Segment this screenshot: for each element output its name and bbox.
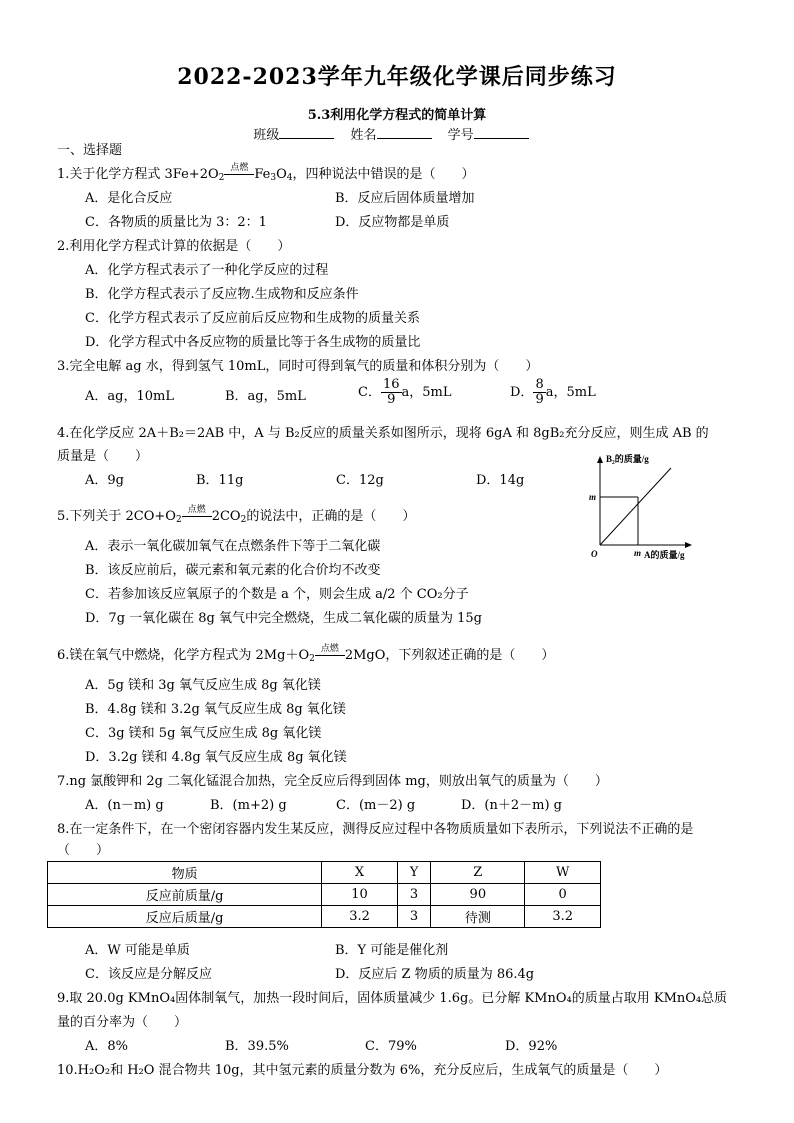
- q6-stem: [57, 644, 555, 668]
- q4-option-c[interactable]: C．12g: [336, 473, 384, 488]
- table-header: Y: [397, 862, 430, 884]
- q5-option-b[interactable]: B．该反应前后，碳元素和氧元素的化合价均不改变: [85, 563, 381, 578]
- class-label: 班级: [253, 128, 280, 143]
- table-cell: 3: [397, 906, 430, 928]
- q6-text-b: 2MgO，下列叙述正确的是（ ）: [344, 648, 555, 663]
- q8-stem-line2: （ ）: [57, 843, 110, 858]
- q1-option-d[interactable]: D．反应物都是单质: [335, 215, 450, 230]
- lesson-subtitle: 5.3利用化学方程式的简单计算: [307, 108, 487, 123]
- q1-text-a: 1.关于化学方程式 3Fe+2O: [57, 167, 219, 182]
- proportion-line: [600, 468, 671, 545]
- q6-sub-1: 2: [309, 654, 315, 664]
- table-cell: 反应前质量/g: [48, 884, 322, 906]
- q6-option-c[interactable]: C．3g 镁和 5g 氧气反应生成 8g 氧化镁: [85, 726, 322, 741]
- section-heading: 一、选择题: [57, 143, 123, 158]
- q1-text-c: O: [276, 167, 287, 182]
- table-header: 物质: [48, 862, 322, 884]
- q2-option-d[interactable]: D．化学方程式中各反应物的质量比等于各生成物的质量比: [85, 335, 421, 350]
- q6-text-a: 6.镁在氧气中燃烧，化学方程式为 2Mg＋O: [57, 648, 310, 663]
- q9-option-b[interactable]: B．39.5%: [225, 1039, 289, 1054]
- q9-stem-line2: 量的百分率为（ ）: [57, 1015, 188, 1030]
- q9-option-a[interactable]: A．8%: [85, 1039, 129, 1054]
- q5-option-d[interactable]: D．7g 一氧化碳在 8g 氧气中完全燃烧，生成二氧化碳的质量为 15g: [85, 611, 483, 626]
- q1-text-b: Fe: [254, 167, 271, 182]
- q3-stem: 3.完全电解 ag 水，得到氢气 10mL，同时可得到氧气的质量和体积分别为（ ）: [57, 359, 539, 374]
- table-cell: 10: [322, 884, 398, 906]
- q7-stem: 7.ng 氯酸钾和 2g 二氧化锰混合加热，完全反应后得到固体 mg，则放出氧气的质量为（ ）: [57, 774, 608, 789]
- table-cell: 反应后质量/g: [48, 906, 322, 928]
- id-label: 学号: [447, 128, 474, 143]
- q4-stem-line1: 4.在化学反应 2A＋B₂＝2AB 中，A 与 B₂反应的质量关系如图所示，现将 6gA 和 8gB₂充分反应，则生成 AB 的: [57, 426, 709, 441]
- q5-text-c: 的说法中，正确的是（ ）: [246, 509, 416, 524]
- q3-d-rest: a，5mL: [545, 385, 596, 400]
- ignite-label: 点燃: [320, 644, 339, 654]
- y-axis-arrow: [597, 456, 603, 463]
- q7-option-c[interactable]: C．(m－2) g: [336, 798, 416, 813]
- ignite-condition: [182, 505, 212, 520]
- table-row: [48, 906, 601, 928]
- q2-option-c[interactable]: C．化学方程式表示了反应前后反应物和生成物的质量关系: [85, 311, 420, 326]
- q3-c-rest: a，5mL: [401, 385, 452, 400]
- table-cell: 3.2: [525, 906, 601, 928]
- class-blank[interactable]: [279, 126, 334, 139]
- table-row: [48, 884, 601, 906]
- q2-option-a[interactable]: A．化学方程式表示了一种化学反应的过程: [85, 263, 329, 278]
- graph-x-label: A的质量/g: [644, 550, 685, 560]
- graph-y-tick: m: [589, 492, 597, 502]
- ignite-label: 点燃: [230, 163, 249, 173]
- q2-stem: 2.利用化学方程式计算的依据是（ ）: [57, 239, 291, 254]
- q4-option-a[interactable]: A．9g: [85, 473, 124, 488]
- q9-option-c[interactable]: C．79%: [365, 1039, 417, 1054]
- graph-x-tick: m: [634, 548, 642, 558]
- mass-table: [47, 861, 601, 928]
- q8-option-c[interactable]: C．该反应是分解反应: [85, 967, 212, 982]
- q3-d-fraction: [533, 378, 545, 407]
- q9-option-d[interactable]: D．92%: [505, 1039, 558, 1054]
- q1-text-d: ，四种说法中错误的是（ ）: [292, 167, 475, 182]
- table-cell: 3: [397, 884, 430, 906]
- q1-option-c[interactable]: C．各物质的质量比为 3：2：1: [85, 215, 267, 230]
- table-header: X: [322, 862, 398, 884]
- q3-d-numerator: 8: [535, 377, 544, 392]
- q5-sub-2: 2: [240, 515, 247, 525]
- table-cell: 3.2: [322, 906, 398, 928]
- q1-option-a[interactable]: A．是化合反应: [85, 191, 173, 206]
- q6-option-b[interactable]: B．4.8g 镁和 3.2g 氧气反应生成 8g 氧化镁: [85, 702, 346, 717]
- x-axis-arrow: [685, 542, 692, 548]
- table-header: W: [525, 862, 601, 884]
- q5-option-c[interactable]: C．若参加该反应氧原子的个数是 a 个，则会生成 a/2 个 CO₂分子: [85, 587, 469, 602]
- q6-option-a[interactable]: A．5g 镁和 3g 氧气反应生成 8g 氧化镁: [85, 678, 321, 693]
- table-cell: 0: [525, 884, 601, 906]
- q8-stem-line1: 8.在一定条件下，在一个密闭容器内发生某反应，测得反应过程中各物质质量如下表所示，下列说法不正确的是: [57, 822, 694, 837]
- q5-text-a: 5.下列关于 2CO+O: [57, 509, 176, 524]
- q3-option-d[interactable]: [510, 378, 596, 407]
- table-header: Z: [431, 862, 525, 884]
- q1-sub-2: 3: [270, 173, 277, 183]
- q5-option-a[interactable]: A．表示一氧化碳加氧气在点燃条件下等于二氧化碳: [85, 539, 381, 554]
- q8-option-b[interactable]: B．Y 可能是催化剂: [335, 943, 449, 958]
- q1-stem: [57, 163, 475, 187]
- name-label: 姓名: [350, 128, 377, 143]
- q7-option-d[interactable]: D．(n＋2－m) g: [461, 798, 562, 813]
- ignite-condition: [224, 163, 254, 178]
- q2-option-b[interactable]: B．化学方程式表示了反应物.生成物和反应条件: [85, 287, 359, 302]
- graph-origin: O: [591, 549, 598, 559]
- q5-text-b: 2CO: [211, 509, 241, 524]
- q4-option-d[interactable]: D．14g: [476, 473, 525, 488]
- q3-d-denominator: 9: [535, 392, 544, 407]
- page-title: 2022-2023学年九年级化学课后同步练习: [177, 64, 617, 90]
- q10-stem: 10.H₂O₂和 H₂O 混合物共 10g，其中氢元素的质量分数为 6%，充分反应后，生成氧气的质量是（ ）: [57, 1063, 668, 1078]
- q3-option-b[interactable]: B．ag，5mL: [225, 389, 306, 404]
- table-cell: 待测: [431, 906, 525, 928]
- table-cell: 90: [431, 884, 525, 906]
- q8-option-d[interactable]: D．反应后 Z 物质的质量为 86.4g: [335, 967, 535, 982]
- q4-option-b[interactable]: B．11g: [196, 473, 244, 488]
- q1-sub-3: 4: [286, 173, 293, 183]
- q4-stem-line2: 质量是（ ）: [57, 449, 149, 464]
- q3-c-label: C．: [358, 385, 381, 400]
- mass-relation-graph: [586, 450, 706, 560]
- ignite-label: 点燃: [187, 505, 206, 515]
- q3-option-c[interactable]: [358, 378, 451, 407]
- q3-option-a[interactable]: A．ag，10mL: [85, 389, 174, 404]
- q3-c-fraction: [381, 378, 402, 407]
- table-header-row: [48, 862, 601, 884]
- q8-option-a[interactable]: A．W 可能是单质: [85, 943, 190, 958]
- name-blank[interactable]: [377, 126, 432, 139]
- q9-stem-line1: 9.取 20.0g KMnO₄固体制氧气，加热一段时间后，固体质量减少 1.6g。已分解 KMnO₄的质量占取用 KMnO₄总质: [57, 991, 728, 1006]
- q5-stem: [57, 505, 416, 529]
- student-info-line: [0, 124, 794, 143]
- q3-d-label: D．: [510, 385, 534, 400]
- q7-option-b[interactable]: B．(m+2) g: [210, 798, 287, 813]
- q3-c-numerator: 16: [382, 377, 400, 392]
- q1-sub-1: 2: [218, 173, 225, 183]
- q1-option-b[interactable]: B．反应后固体质量增加: [335, 191, 475, 206]
- q5-sub-1: 2: [175, 515, 182, 525]
- q7-option-a[interactable]: A．(n－m) g: [85, 798, 164, 813]
- ignite-condition: [315, 644, 345, 659]
- q3-c-denominator: 9: [387, 392, 396, 407]
- q6-option-d[interactable]: D．3.2g 镁和 4.8g 氧气反应生成 8g 氧化镁: [85, 750, 347, 765]
- id-blank[interactable]: [474, 126, 529, 139]
- graph-y-label: B₂的质量/g: [606, 454, 649, 464]
